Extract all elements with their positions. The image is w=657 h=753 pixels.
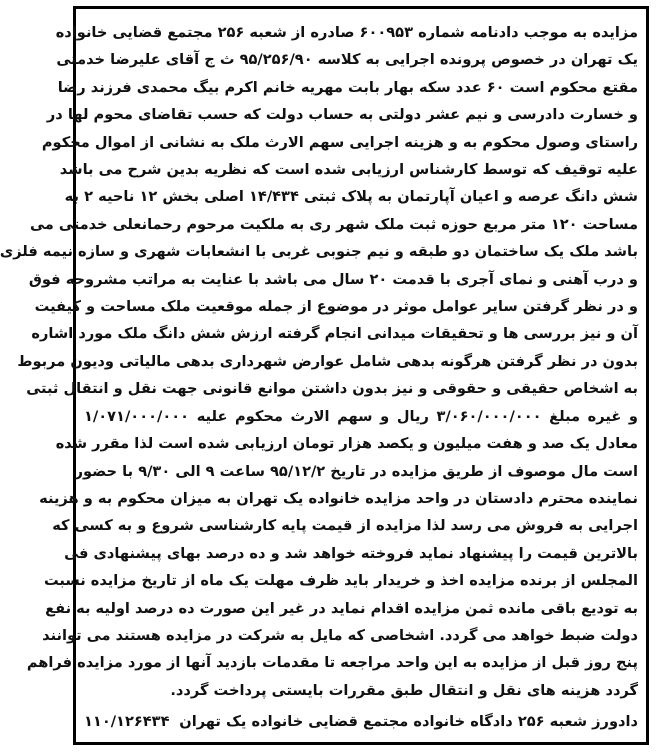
notice-line: نماینده محترم دادستان در واحد مزایده خانواده یک تهران به میزان محکوم به و هزینه	[39, 489, 638, 507]
notice-line: دولت ضبط خواهد می گردد. اشخاصی که مایل به شرکت در مزایده هستند می توانند	[42, 626, 638, 644]
notice-footer	[84, 708, 638, 734]
notice-line: است مال موصوف از طریق مزایده در تاریخ ۹۵/۱۲/۲ ساعت ۹ الی ۹/۳۰ با حضور	[74, 462, 638, 480]
notice-line: پنج روز قبل از مزایده به این واحد مراجعه تا مقدمات بازدید آنها از مورد مزایده فراهم	[26, 654, 638, 672]
notice-line: به اشخاص حقیقی و حقوقی و نیز بدون داشتن موانع قانونی جهت نقل و انتقال ثبتی	[26, 380, 638, 398]
notice-line: مساحت ۱۲۰ متر مربع حوزه ثبت ملک شهر ری به ملکیت مرحوم رحمانعلی خدمتی می	[29, 215, 638, 233]
notice-line: المجلس از برنده مزایده اخذ و خریدار باید ظرف مهلت یک ماه از تاریخ مزایده نسبت	[43, 572, 638, 590]
notice-line: آن و نیز بررسی ها و تحقیقات میدانی انجام گرفته ارزش شش دانگ ملک مورد اشاره	[31, 325, 638, 343]
notice-line: باشد ملک یک ساختمان دو طبقه و نیم جنوبی غربی با انشعابات شهری و سازه نیمه فلزی	[0, 243, 638, 261]
notice-line: و درب آهنی و نمای آجری با قدمت ۲۰ سال می باشد با عنایت به مراتب مشروحه فوق	[28, 270, 638, 288]
notice-code: ۱۱۰/۱۲۶۴۳۴	[84, 712, 170, 730]
notice-line: و در نظر گرفتن سایر عوامل موثر در موضوع از جمله موقعیت ملک مساحت و کیفیت	[34, 298, 638, 316]
notice-line: مزایده به موجب دادنامه شماره ۶۰۰۹۵۳ صادره از شعبه ۲۵۶ مجتمع قضایی خانواده	[55, 24, 638, 41]
notice-line: شش دانگ عرصه و اعیان آپارتمان به پلاک ثبتی ۱۴/۴۳۴ اصلی بخش ۱۲ ناحیه ۲ به	[64, 188, 638, 206]
notice-frame	[0, 6, 649, 745]
notice-line: به تودیع باقی مانده ثمن مزایده اقدام نماید در غیر این صورت ده درصد اولیه به نفع	[45, 599, 638, 617]
notice-line: گردد هزینه های نقل و انتقال طبق مقررات بایستی پرداخت گردد.	[170, 681, 638, 699]
notice-line: بدون در نظر گرفتن هرگونه بدهی شامل عوارض شهرداری بدهی مالیاتی ودیون مربوط	[17, 352, 638, 370]
notice-line: راستای وصول محکوم به و هزینه اجرایی سهم الارث ملک به نشانی از اموال محکوم	[41, 133, 638, 151]
notice-line: اجرایی به فروش می رسد لذا مزایده از قیمت پایه کارشناسی شروع و به کسی که	[52, 517, 638, 535]
notice-line: علیه توقیف که توسط کارشناس ارزیابی شده است که نظریه بدین شرح می باشد	[59, 161, 638, 179]
notice-line: و غیره مبلغ ۳/۰۶۰/۰۰۰/۰۰۰ ریال و سهم الارث محکوم علیه ۱/۰۷۱/۰۰۰/۰۰۰	[84, 407, 638, 425]
notice-line: یک تهران در خصوص پرونده اجرایی به کلاسه ۹۵/۲۵۶/۹۰ ث ج آقای علیرضا خدمتی	[56, 51, 638, 69]
notice-line: و خسارت دادرسی و نیم عشر دولتی به حساب دولت که حسب تقاضای محوم لها در	[46, 106, 638, 124]
signature: دادورز شعبه ۲۵۶ دادگاه خانواده مجتمع قضایی خانواده یک تهران	[179, 712, 638, 730]
notice-line: معادل یک صد و هفت میلیون و یکصد هزار تومان ارزیابی شده است لذا مقرر شده	[55, 435, 638, 453]
notice-line: مقتع محکوم است ۶۰ عدد سکه بهار بابت مهریه خانم اکرم بیگ محمدی فرزند رضا	[57, 78, 638, 96]
notice-line: بالاترین قیمت را پیشنهاد نماید فروخته خواهد شد و ده درصد بهای پیشنهادی فی	[64, 544, 638, 562]
notice-body	[0, 19, 638, 704]
